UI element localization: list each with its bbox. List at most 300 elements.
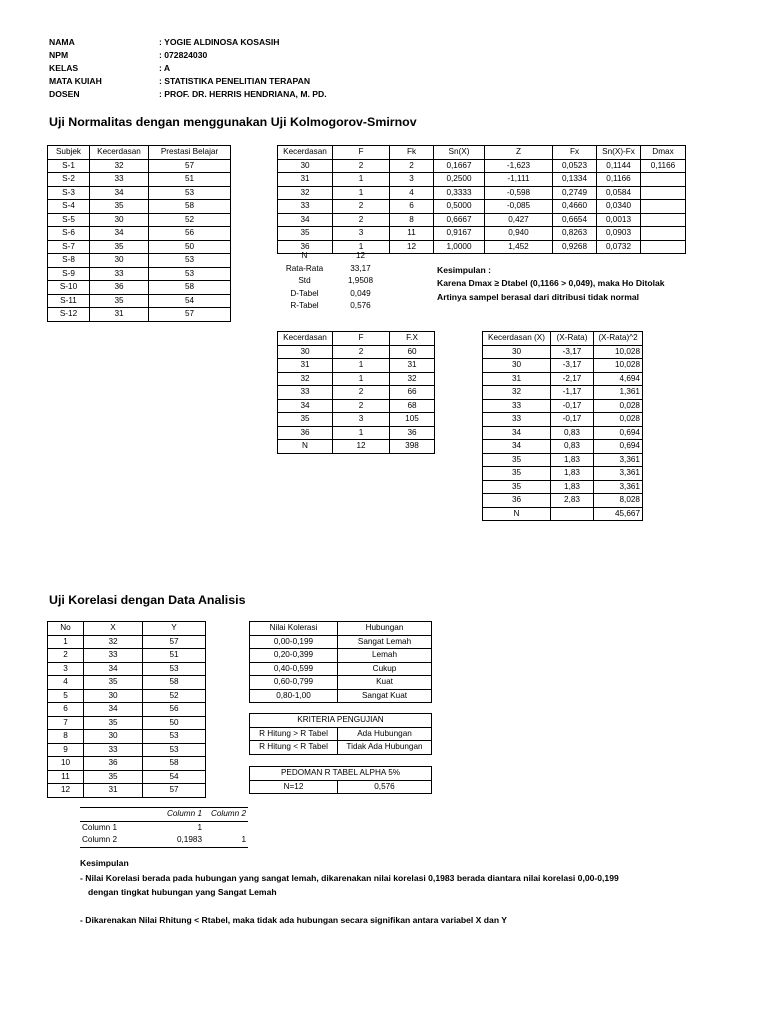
column-header: No xyxy=(48,622,84,636)
table-cell: S-2 xyxy=(48,173,90,187)
column-header: Column 1 xyxy=(140,808,204,822)
table-cell: 2 xyxy=(333,386,390,400)
header-row-npm xyxy=(49,50,449,63)
table-cell: Tidak Ada Hubungan xyxy=(338,741,432,755)
table-row xyxy=(250,727,432,741)
table-cell: 11 xyxy=(390,227,434,241)
table-cell: 30 xyxy=(84,689,143,703)
table-cell: 0,940 xyxy=(485,227,553,241)
table-row xyxy=(278,399,435,413)
table-row xyxy=(48,770,206,784)
stats-table xyxy=(277,250,389,313)
table-cell: 35 xyxy=(483,480,551,494)
table-cell: 53 xyxy=(143,662,206,676)
table-row xyxy=(483,372,643,386)
table-cell: -0,598 xyxy=(485,186,553,200)
conclusion-line: Artinya sampel berasal dari ditribusi tidak normal xyxy=(437,292,640,302)
table-cell: N xyxy=(278,440,333,454)
table-cell: 10 xyxy=(48,757,84,771)
table-cell: 32 xyxy=(278,186,333,200)
table-cell: 12 xyxy=(333,440,390,454)
table-row xyxy=(48,267,231,281)
table-cell: 36 xyxy=(90,281,149,295)
table-cell: 12 xyxy=(355,251,366,260)
table-cell: 0,80-1,00 xyxy=(250,689,338,703)
table-cell: S-6 xyxy=(48,227,90,241)
table-cell: 0,049 xyxy=(350,288,371,298)
table-cell: -0,085 xyxy=(485,200,553,214)
table-cell xyxy=(641,186,686,200)
table-header-row xyxy=(48,146,231,160)
table-cell: 33 xyxy=(90,267,149,281)
table-row xyxy=(278,386,435,400)
table-row xyxy=(48,635,206,649)
table-cell: 53 xyxy=(143,730,206,744)
table-row xyxy=(48,676,206,690)
table-cell: 33 xyxy=(278,200,333,214)
header-row-mata-kuliah xyxy=(49,76,449,89)
table-row xyxy=(48,159,231,173)
table-cell: 0,028 xyxy=(594,399,643,413)
table-cell: 57 xyxy=(149,159,231,173)
table-header-row xyxy=(250,767,432,781)
column-header: F.X xyxy=(390,332,435,346)
table-cell: Rata-Rata xyxy=(285,263,324,273)
table-cell: 0,576 xyxy=(338,780,432,794)
table-cell: 50 xyxy=(149,240,231,254)
table-cell: 0,8263 xyxy=(553,227,597,241)
table-cell: 36 xyxy=(483,494,551,508)
table-cell: 31 xyxy=(90,308,149,322)
conclusion-line: - Nilai Korelasi berada pada hubungan yang sangat lemah, dikarenakan nilai korelasi 0,1983 berada diantara nilai korelasi 0,00-0,199 xyxy=(80,873,619,883)
table-cell: 35 xyxy=(84,770,143,784)
table-cell: 36 xyxy=(84,757,143,771)
table-cell: 35 xyxy=(483,453,551,467)
table-cell: 34 xyxy=(84,703,143,717)
table-cell: 2 xyxy=(333,399,390,413)
conclusion-line: dengan tingkat hubungan yang Sangat Lemah xyxy=(88,887,277,897)
table-cell: 2 xyxy=(333,213,390,227)
table-cell: R-Tabel xyxy=(290,301,319,310)
table-cell: 34 xyxy=(278,399,333,413)
table-cell: 66 xyxy=(390,386,435,400)
table-cell: 10,028 xyxy=(594,359,643,373)
table-cell xyxy=(641,173,686,187)
header-row-kelas xyxy=(49,63,449,76)
column-header xyxy=(80,808,140,822)
table-cell: S-8 xyxy=(48,254,90,268)
table-row xyxy=(278,186,686,200)
stat-row xyxy=(277,263,389,276)
table-cell: 0,0523 xyxy=(553,159,597,173)
table-cell: 0,2749 xyxy=(553,186,597,200)
table-row xyxy=(250,741,432,755)
table-cell: 32 xyxy=(278,372,333,386)
table-cell: 34 xyxy=(278,213,333,227)
column-header: Fk xyxy=(390,146,434,160)
table-cell: 2 xyxy=(333,200,390,214)
table-cell: 31 xyxy=(390,359,435,373)
table-row xyxy=(48,649,206,663)
table-cell: S-4 xyxy=(48,200,90,214)
column-header: Fx xyxy=(553,146,597,160)
column-header: F xyxy=(333,146,390,160)
table-cell: 58 xyxy=(149,281,231,295)
table-row xyxy=(278,213,686,227)
table-cell: 30 xyxy=(483,359,551,373)
table-cell: 54 xyxy=(149,294,231,308)
pedoman-title: PEDOMAN R TABEL ALPHA 5% xyxy=(250,767,432,781)
table-cell: 1 xyxy=(333,173,390,187)
table-cell xyxy=(641,227,686,241)
table-cell: 35 xyxy=(84,676,143,690)
header-value: : YOGIE ALDINOSA KOSASIH xyxy=(159,37,280,47)
table-cell: 2,83 xyxy=(551,494,594,508)
table-cell: 31 xyxy=(278,173,333,187)
table-cell: 53 xyxy=(149,254,231,268)
table-cell: 53 xyxy=(149,267,231,281)
table-cell: 51 xyxy=(143,649,206,663)
table-cell: 4,694 xyxy=(594,372,643,386)
table-row xyxy=(48,730,206,744)
header-label: KELAS xyxy=(49,63,79,73)
table-row xyxy=(48,200,231,214)
table-cell: 30 xyxy=(278,159,333,173)
table-cell xyxy=(641,213,686,227)
table-header-row xyxy=(483,332,643,346)
table-row xyxy=(48,213,231,227)
table-cell: 57 xyxy=(143,784,206,798)
table-cell: 30 xyxy=(84,730,143,744)
table-cell: 57 xyxy=(143,635,206,649)
table-cell: N xyxy=(483,507,551,521)
table-cell: -0,17 xyxy=(551,413,594,427)
table-cell: 6 xyxy=(390,200,434,214)
table-cell: S-9 xyxy=(48,267,90,281)
table-cell: 3,361 xyxy=(594,453,643,467)
table-row xyxy=(48,662,206,676)
table-cell: D-Tabel xyxy=(290,288,319,298)
table-cell: 31 xyxy=(84,784,143,798)
table-cell: S-11 xyxy=(48,294,90,308)
table-cell: 35 xyxy=(90,240,149,254)
table-cell: Ada Hubungan xyxy=(338,727,432,741)
header-label: NAMA xyxy=(49,37,75,47)
table-cell: 58 xyxy=(149,200,231,214)
column-header: Y xyxy=(143,622,206,636)
table-cell: 33 xyxy=(90,173,149,187)
table-cell: 31 xyxy=(483,372,551,386)
table-cell: 0,3333 xyxy=(434,186,485,200)
table-cell: 0,20-0,399 xyxy=(250,649,338,663)
table-cell: S-7 xyxy=(48,240,90,254)
table-row xyxy=(278,440,435,454)
table-cell: 0,00-0,199 xyxy=(250,635,338,649)
table-cell: -2,17 xyxy=(551,372,594,386)
table-cell: N=12 xyxy=(250,780,338,794)
table-cell: 56 xyxy=(143,703,206,717)
table-cell: 0,6654 xyxy=(553,213,597,227)
table-cell: 105 xyxy=(390,413,435,427)
table-cell: 0,028 xyxy=(594,413,643,427)
table-cell: 1 xyxy=(333,372,390,386)
table-row xyxy=(483,480,643,494)
table-cell: -3,17 xyxy=(551,359,594,373)
table-cell: 52 xyxy=(149,213,231,227)
stat-row xyxy=(277,275,389,288)
column-header: Column 2 xyxy=(204,808,248,822)
table-cell: Std xyxy=(298,276,311,285)
column-header: Kecerdasan xyxy=(278,146,333,160)
header-label: MATA KUIAH xyxy=(49,76,102,86)
table-cell: S-1 xyxy=(48,159,90,173)
table-cell: 34 xyxy=(483,440,551,454)
table-cell xyxy=(641,240,686,254)
table-cell: 3 xyxy=(48,662,84,676)
table-cell: 1 xyxy=(48,635,84,649)
table-row xyxy=(483,453,643,467)
table-row xyxy=(483,426,643,440)
table-cell: 7 xyxy=(48,716,84,730)
table-cell: 1 xyxy=(333,186,390,200)
table-cell: 1 xyxy=(204,834,248,847)
table-cell: 34 xyxy=(483,426,551,440)
table-row xyxy=(80,834,248,847)
table-row xyxy=(483,507,643,521)
table-cell: 33,17 xyxy=(350,263,371,273)
table-cell: Kuat xyxy=(338,676,432,690)
table-cell: 1,361 xyxy=(594,386,643,400)
table-cell xyxy=(551,507,594,521)
table-cell: -3,17 xyxy=(551,345,594,359)
table-cell: 33 xyxy=(483,413,551,427)
column-header: Sn(X)-Fx xyxy=(597,146,641,160)
table-row xyxy=(483,467,643,481)
table-cell: 32 xyxy=(90,159,149,173)
table-cell: 45,667 xyxy=(594,507,643,521)
table-row xyxy=(48,689,206,703)
column-header: (X-Rata)^2 xyxy=(594,332,643,346)
table-row xyxy=(278,173,686,187)
table-cell: 0,0903 xyxy=(597,227,641,241)
correlation-scale-table xyxy=(249,621,432,703)
header-row-dosen xyxy=(49,89,449,102)
table-cell: 8 xyxy=(390,213,434,227)
table-row xyxy=(48,254,231,268)
table-cell: 11 xyxy=(48,770,84,784)
table-cell: 0,1144 xyxy=(597,159,641,173)
table-cell: 3,361 xyxy=(594,480,643,494)
table-header-row xyxy=(250,714,432,728)
table-row xyxy=(48,743,206,757)
table-cell: 1,83 xyxy=(551,453,594,467)
table-row xyxy=(278,159,686,173)
table-cell: 0,40-0,599 xyxy=(250,662,338,676)
table-cell: 32 xyxy=(483,386,551,400)
correlation-matrix xyxy=(80,807,248,848)
table-cell: Column 1 xyxy=(82,822,118,832)
table-row xyxy=(483,494,643,508)
column-header: Sn(X) xyxy=(434,146,485,160)
table-cell: 33 xyxy=(278,386,333,400)
table-row xyxy=(48,757,206,771)
table-cell: 32 xyxy=(84,635,143,649)
conclusion-heading: Kesimpulan : xyxy=(437,265,491,275)
table-cell: 2 xyxy=(390,159,434,173)
table-cell: 30 xyxy=(90,254,149,268)
column-header: Kecerdasan xyxy=(278,332,333,346)
table-cell: 0,4660 xyxy=(553,200,597,214)
table-row xyxy=(278,200,686,214)
table-cell: 35 xyxy=(483,467,551,481)
table-cell: 31 xyxy=(278,359,333,373)
table-cell: -1,17 xyxy=(551,386,594,400)
table-row xyxy=(250,662,432,676)
ks-table xyxy=(277,145,686,254)
column-header: Hubungan xyxy=(338,622,432,636)
table-cell: 30 xyxy=(483,345,551,359)
table-cell: 32 xyxy=(390,372,435,386)
table-cell: 35 xyxy=(84,716,143,730)
table-cell: Cukup xyxy=(338,662,432,676)
table-row xyxy=(48,716,206,730)
table-cell: 60 xyxy=(390,345,435,359)
table-header-row xyxy=(278,146,686,160)
stat-row xyxy=(277,250,389,263)
table-row xyxy=(48,281,231,295)
table-cell: 3 xyxy=(333,227,390,241)
stat-row xyxy=(277,300,389,313)
table-row xyxy=(483,386,643,400)
table-cell: 2 xyxy=(48,649,84,663)
table-cell: 52 xyxy=(143,689,206,703)
table-cell: 0,427 xyxy=(485,213,553,227)
table-cell: 58 xyxy=(143,757,206,771)
table-cell: 1 xyxy=(333,359,390,373)
table-cell: 0,83 xyxy=(551,426,594,440)
column-header: Z xyxy=(485,146,553,160)
conclusion-line: Karena Dmax ≥ Dtabel (0,1166 > 0,049), maka Ho Ditolak xyxy=(437,278,665,288)
table-row xyxy=(48,227,231,241)
table-cell: 3,361 xyxy=(594,467,643,481)
table-cell: 0,2500 xyxy=(434,173,485,187)
table-row xyxy=(278,345,435,359)
table-cell: Column 2 xyxy=(80,834,140,847)
table-row xyxy=(483,345,643,359)
table-cell: 1 xyxy=(197,822,202,832)
table-cell: -1,623 xyxy=(485,159,553,173)
table-cell: 0,1166 xyxy=(641,159,686,173)
table-row xyxy=(278,426,435,440)
table-cell: 12 xyxy=(390,240,434,254)
table-cell: 0,1983 xyxy=(140,834,204,847)
table-cell: 3 xyxy=(333,413,390,427)
table-row xyxy=(278,372,435,386)
table-cell: 35 xyxy=(278,413,333,427)
header-value: : STATISTIKA PENELITIAN TERAPAN xyxy=(159,76,311,86)
table-cell: S-5 xyxy=(48,213,90,227)
table-cell: 30 xyxy=(90,213,149,227)
table-cell: 0,6667 xyxy=(434,213,485,227)
table-cell: 12 xyxy=(48,784,84,798)
table-cell: 56 xyxy=(149,227,231,241)
table-row xyxy=(250,780,432,794)
table-cell: 0,694 xyxy=(594,440,643,454)
table-cell: 1,452 xyxy=(485,240,553,254)
header-value: : 072824030 xyxy=(159,50,208,60)
table-cell: Sangat Lemah xyxy=(338,635,432,649)
table-cell: 10,028 xyxy=(594,345,643,359)
deviation-table xyxy=(482,331,643,521)
table-cell: 53 xyxy=(149,186,231,200)
table-cell: 5 xyxy=(48,689,84,703)
table-row xyxy=(48,308,231,322)
header-label: DOSEN xyxy=(49,89,80,99)
table-row xyxy=(483,413,643,427)
table-cell: 4 xyxy=(48,676,84,690)
table-cell: -0,17 xyxy=(551,399,594,413)
table-header-row xyxy=(250,622,432,636)
table-cell: 0,60-0,799 xyxy=(250,676,338,690)
table-row xyxy=(48,294,231,308)
stat-row xyxy=(277,288,389,301)
table-cell: 0,0340 xyxy=(597,200,641,214)
table-cell: 3 xyxy=(390,173,434,187)
table-cell: 6 xyxy=(48,703,84,717)
section-title-normalitas: Uji Normalitas dengan menggunakan Uji Kolmogorov-Smirnov xyxy=(49,115,417,129)
table-cell: 50 xyxy=(143,716,206,730)
table-cell: 398 xyxy=(390,440,435,454)
subject-table xyxy=(47,145,231,322)
table-header-row xyxy=(278,332,435,346)
table-header-row xyxy=(48,622,206,636)
table-cell: 34 xyxy=(90,186,149,200)
table-row xyxy=(48,173,231,187)
column-header: Nilai Kolerasi xyxy=(250,622,338,636)
header-label: NPM xyxy=(49,50,69,60)
table-cell: 0,1166 xyxy=(597,173,641,187)
criteria-title: KRITERIA PENGUJIAN xyxy=(250,714,432,728)
table-cell: Lemah xyxy=(338,649,432,663)
column-header: (X-Rata) xyxy=(551,332,594,346)
table-row xyxy=(483,440,643,454)
table-row xyxy=(278,359,435,373)
frequency-table xyxy=(277,331,435,454)
table-cell xyxy=(204,821,248,834)
table-cell: 36 xyxy=(278,240,333,254)
table-cell: N xyxy=(301,251,308,260)
table-header-row xyxy=(80,808,248,822)
pedoman-table xyxy=(249,766,432,794)
header-row-nama xyxy=(49,37,449,50)
table-cell: 1,83 xyxy=(551,467,594,481)
table-cell: 0,83 xyxy=(551,440,594,454)
table-cell: 0,0584 xyxy=(597,186,641,200)
table-row xyxy=(250,649,432,663)
xy-table xyxy=(47,621,206,798)
table-cell: 1,83 xyxy=(551,480,594,494)
table-cell: 35 xyxy=(278,227,333,241)
column-header: Prestasi Belajar xyxy=(149,146,231,160)
table-cell: 0,576 xyxy=(350,301,371,310)
table-cell: S-3 xyxy=(48,186,90,200)
table-row xyxy=(250,689,432,703)
table-cell: 0,5000 xyxy=(434,200,485,214)
table-cell: 34 xyxy=(90,227,149,241)
table-cell: 68 xyxy=(390,399,435,413)
table-cell: 36 xyxy=(390,426,435,440)
table-row xyxy=(48,186,231,200)
